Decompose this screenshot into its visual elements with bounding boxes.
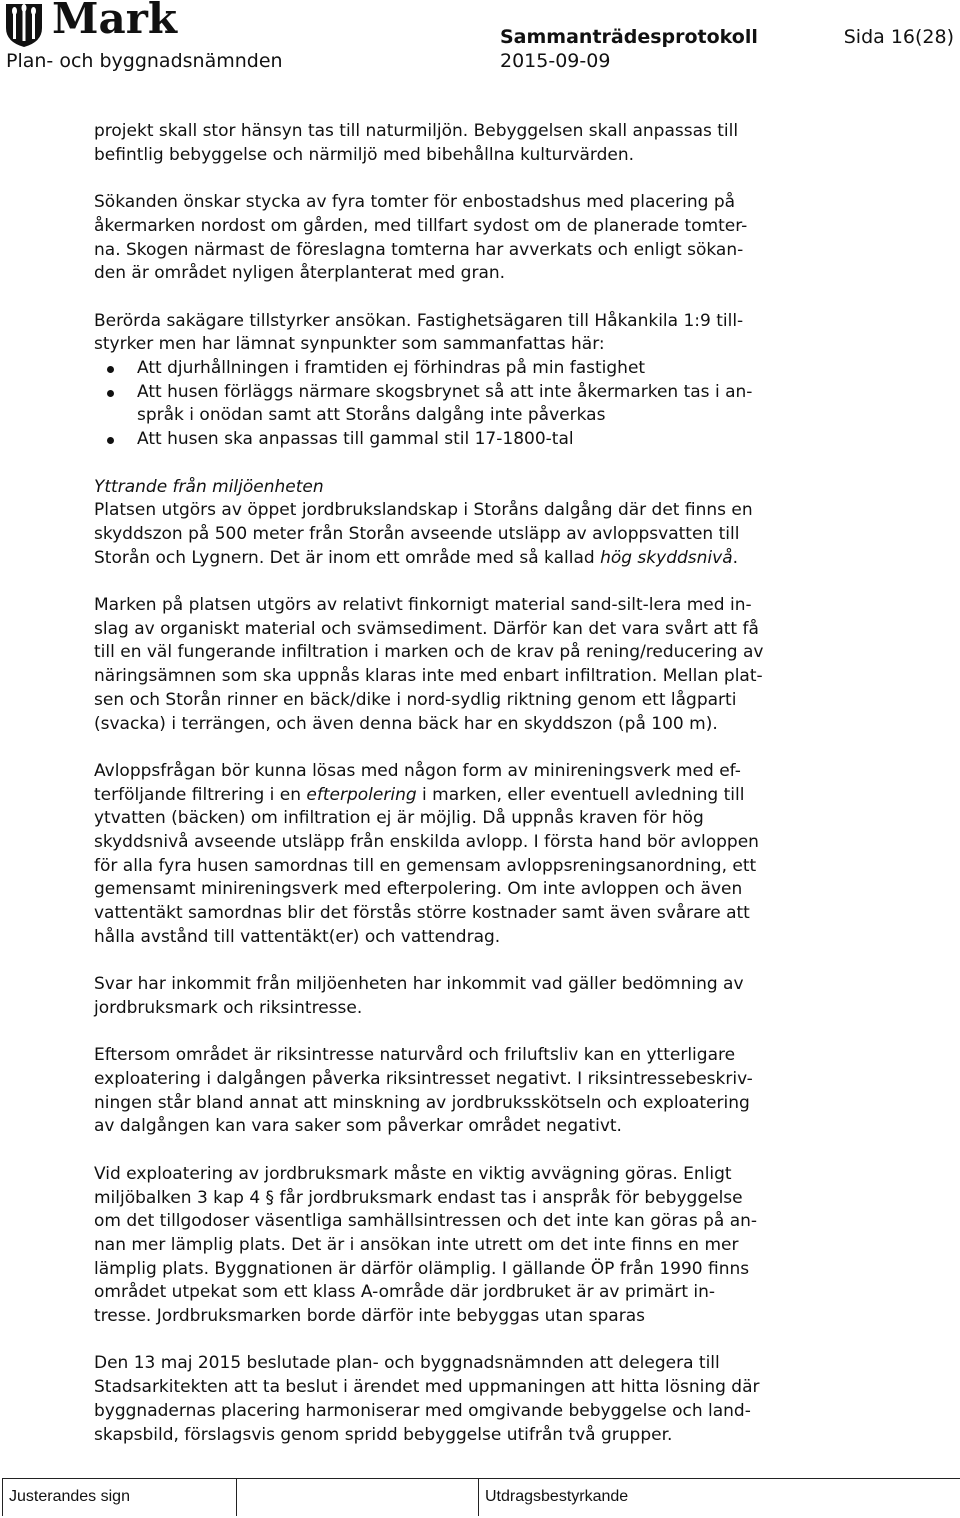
text-line: skyddszon på 500 meter från Storån avseende utsläpp av avloppsvatten till (94, 523, 740, 544)
paragraph-9 (94, 1163, 884, 1329)
text-line: exploatering i dalgången påverka riksintresset negativt. I riksintressebeskriv- (94, 1069, 753, 1090)
paragraph-7 (94, 973, 884, 1020)
paragraph-3 (94, 310, 884, 357)
text-line: Att husen förläggs närmare skogsbrynet så att inte åkermarken tas i an- (137, 381, 753, 402)
text-line: språk i onödan samt att Storåns dalgång inte påverkas (137, 405, 606, 426)
text-line: ytvatten (bäcken) om infiltration ej är möjlig. Då uppnås kraven för hög (94, 808, 704, 829)
utdragsbestyrkande-box (478, 1478, 960, 1516)
text-line: Platsen utgörs av öppet jordbrukslandskap i Storåns dalgång där det finns en (94, 500, 753, 521)
text-line: för alla fyra husen samordnas till en gemensam avloppsreningsanordning, ett (94, 855, 757, 876)
list-item (94, 357, 884, 381)
text-line: vattentäkt samordnas blir det förstås större kostnader samt även svårare att (94, 903, 750, 924)
section-heading-miljoenheten: Yttrande från miljöenheten (94, 476, 324, 497)
text-line: tresse. Jordbruksmarken borde därför inte bebyggas utan sparas (94, 1306, 645, 1327)
justerandes-sign-box (2, 1478, 249, 1516)
text-line: hålla avstånd till vattentäkt(er) och vattendrag. (94, 926, 501, 947)
logo-wordmark: Mark (52, 0, 177, 43)
document-body (94, 120, 884, 1471)
synpunkter-list (94, 357, 884, 452)
text-line: området utpekat som ett klass A-område där jordbruket är av primärt in- (94, 1282, 716, 1303)
text-line: den är området nyligen återplanterat med gran. (94, 263, 506, 284)
text-line: skyddsnivå avseende utsläpp från enskilda avlopp. I första hand bör avloppen (94, 832, 759, 853)
text-line: byggnadernas placering harmoniserar med omgivande bebyggelse och land- (94, 1400, 751, 1421)
text-line: (svacka) i terrängen, och även denna bäck har en skyddszon (på 100 m). (94, 713, 718, 734)
text-line: Svar har inkommit från miljöenheten har inkommit vad gäller bedömning av (94, 974, 744, 995)
text-line (94, 547, 884, 571)
text-line: Avloppsfrågan bör kunna lösas med någon form av minireningsverk med ef- (94, 760, 741, 781)
committee-name: Plan- och byggnadsnämnden (6, 50, 283, 72)
text-line: befintlig bebyggelse och närmiljö med bibehållna kulturvärden. (94, 144, 635, 165)
text-line (94, 784, 884, 808)
paragraph-4 (94, 499, 884, 570)
paragraph-2 (94, 191, 884, 286)
mark-coat-of-arms-logo (4, 2, 44, 48)
list-item (94, 428, 884, 452)
justerandes-sign-label: Justerandes sign (9, 1488, 130, 1505)
text-line: sen och Storån rinner en bäck/dike i nord-sydlig riktning genom ett lågparti (94, 689, 737, 710)
text-line: Eftersom området är riksintresse naturvård och friluftsliv kan en ytterligare (94, 1045, 736, 1066)
text-line: Marken på platsen utgörs av relativt finkornigt material sand-silt-lera med in- (94, 595, 752, 615)
text-line: åkermarken nordost om gården, med tillfart sydost om de planerade tomter- (94, 215, 748, 236)
paragraph-8 (94, 1044, 884, 1139)
text-line: Berörda sakägare tillstyrker ansökan. Fastighetsägaren till Håkankila 1:9 till- (94, 310, 744, 331)
text-line: lämplig plats. Byggnationen är därför olämplig. I gällande ÖP från 1990 finns (94, 1258, 750, 1279)
text-line: Vid exploatering av jordbruksmark måste en viktig avvägning göras. Enligt (94, 1163, 732, 1184)
utdragsbestyrkande-label: Utdragsbestyrkande (485, 1488, 629, 1505)
text-line: jordbruksmark och riksintresse. (94, 997, 363, 1018)
text-line: Sökanden önskar stycka av fyra tomter för enbostadshus med placering på (94, 192, 736, 213)
text-fragment: i marken, eller eventuell avledning till (416, 784, 745, 805)
text-line: skapsbild, förslagsvis genom spridd bebyggelse utifrån två grupper. (94, 1424, 673, 1445)
text-line: Att husen ska anpassas till gammal stil 17-1800-tal (137, 429, 574, 450)
signature-box-2 (236, 1478, 483, 1516)
text-line: miljöbalken 3 kap 4 § får jordbruksmark endast tas i anspråk för bebyggelse (94, 1187, 743, 1208)
paragraph-1 (94, 120, 884, 167)
emphasis-text: efterpolering (306, 784, 417, 805)
text-line: av dalgången kan vara saker som påverkar området negativt. (94, 1116, 622, 1137)
text-line: gemensamt minireningsverk med efterpolering. Om inte avloppen och även (94, 879, 743, 900)
text-line: näringsämnen som ska uppnås klaras inte med enbart infiltration. Mellan plat- (94, 666, 763, 687)
text-line: om det tillgodoser väsentliga samhällsintressen och det inte kan göras på an- (94, 1211, 758, 1232)
text-fragment: Storån och Lygnern. Det är inom ett område med så kallad (94, 547, 601, 568)
text-line: projekt skall stor hänsyn tas till naturmiljön. Bebyggelsen skall anpassas till (94, 121, 739, 141)
paragraph-10 (94, 1352, 884, 1447)
text-line: Stadsarkitekten att ta beslut i ärendet med uppmaningen att hitta lösning där (94, 1377, 760, 1398)
page-header (0, 0, 960, 78)
document-date: 2015-09-09 (500, 50, 611, 72)
text-line: ningen står bland annat att minskning av jordbruksskötseln och exploatering (94, 1092, 750, 1113)
text-fragment: . (732, 547, 739, 568)
text-line: slag av organiskt material och svämsediment. Därför kan det vara svårt att få (94, 618, 759, 639)
list-item (94, 381, 884, 428)
page-number: Sida 16(28) (843, 26, 954, 48)
text-line: nan mer lämplig plats. Det är i ansökan inte utrett om det inte finns en mer (94, 1234, 739, 1255)
paragraph-5 (94, 594, 884, 736)
text-fragment: terföljande filtrering i en (94, 784, 307, 805)
text-line: styrker men har lämnat synpunkter som sammanfattas här: (94, 334, 605, 355)
text-line: Den 13 maj 2015 beslutade plan- och byggnadsnämnden att delegera till (94, 1353, 720, 1374)
paragraph-6 (94, 760, 884, 950)
document-type: Sammanträdesprotokoll (500, 26, 758, 48)
page-footer (0, 1478, 960, 1518)
text-line: till en väl fungerande infiltration i marken och de krav på rening/reducering av (94, 642, 764, 663)
text-line: Att djurhållningen i framtiden ej förhindras på min fastighet (137, 358, 646, 378)
emphasis-text: hög skyddsnivå (600, 547, 733, 568)
text-line: na. Skogen närmast de föreslagna tomterna har avverkats och enligt sökan- (94, 239, 744, 260)
